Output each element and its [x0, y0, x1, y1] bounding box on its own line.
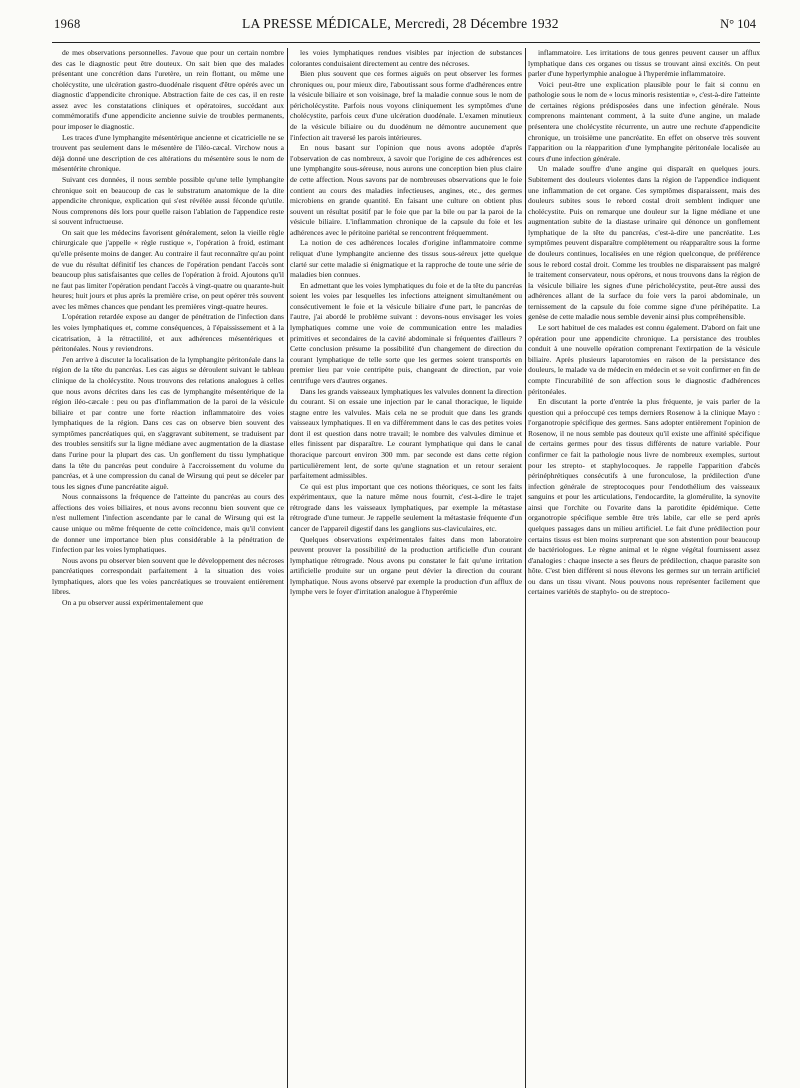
issue-date: Mercredi, 28 Décembre 1932: [394, 16, 559, 31]
issue-number: N° 104: [720, 17, 756, 31]
paragraph: Voici peut-être une explication plausible pour le fait si connu en pathologie sous le nom de « locus minoris resistentiæ », c'est-à-dire l'atteinte de certaines régions prédisposées dans une infection générale. Nous comprenons maintenant comment, à la suite d'une angine, un malade présentera une cholécystite récurrente, un autre une rechute d'appendicite chronique, un troisième une pancréatite. En effet on observe très souvent l'apparition ou la réapparition d'une lymphangite péritonéale localisée au cours d'une infection générale.: [528, 79, 760, 163]
column-right: [528, 48, 760, 1088]
title-separator: ,: [387, 16, 395, 31]
paragraph: On sait que les médecins favorisent généralement, selon la vieille règle chirurgicale que j'appelle « règle rustique », l'opération à froid, estimant qu'elle présente moins de danger. Au contraire il faut reconnaître qu'au point de vue du résultat définitif les chances de l'opération pendant l'accès sont beaucoup plus satisfaisantes que celles de l'opération à froid. Ajoutons qu'il ne faut pas limiter l'opération pendant l'accès à vingt-quatre ou quarante-huit heures; huit jours et plus après la première crise, on peut opérer très souvent avec les mêmes chances que pendant les premières vingt-quatre heures.: [52, 227, 284, 311]
paragraph: Nous connaissons la fréquence de l'atteinte du pancréas au cours des affections des voies biliaires, et nous avons reconnu bien souvent que ce n'est nullement l'infection ascendante par le canal de Wirsung qui est la cause unique ou même fréquente de cette coïncidence, mais qu'il convient de donner une importance bien plus considérable à la pénétration de l'infection par les voies lymphatiques.: [52, 492, 284, 555]
running-header: [52, 16, 760, 43]
paragraph: Le sort habituel de ces malades est connu également. D'abord on fait une opération pour une appendicite chronique. La persistance des troubles conduit à une nouvelle opération comprenant l'extirpation de la vésicule biliaire. Après plusieurs laparotomies en raison de la persistance des douleurs, le malade va de médecin en médecin et se voit confirmer en fin de compte l'incurabilité de son affection sous le diagnostic d'adhérences péritonéales.: [528, 323, 760, 396]
paragraph: L'opération retardée expose au danger de pénétration de l'infection dans les voies lymphatiques et, comme conséquences, à l'épaississement et à la cicatrisation, à la rétractilité, et aux adhérences mésentériques et péritonéales. Nous y reviendrons.: [52, 312, 284, 354]
paragraph: On a pu observer aussi expérimentalement que: [62, 598, 204, 608]
paragraph: J'en arrive à discuter la localisation de la lymphangite péritonéale dans la région de la tête du pancréas. Les cas aigus se déroulent suivant le tableau clinique de la cholécystite. Nous trouvons des relations analogues à celles que nous avons décrites dans les cas de lymphangite mésentérique de la région iléo-cæcale : peu ou pas d'inflammation de la paroi de la vésicule biliaire et par contre une forte réaction inflammatoire des voies lymphatiques de la région. Dans ces cas on observe bien souvent des symptômes pancréatiques qui, en s'aggravant subitement, se traduisent par des troubles sensitifs sur la ligne médiane avec augmentation de la diastase dans l'urine pour la plupart des cas. Un gonflement du tissu lymphatique dans la tête du pancréas peut conduire à l'accroissement du volume du pancréas, et à une compression du canal de Wirsung qui peut se déceler par tous les signes d'une pancréatite aiguë.: [52, 354, 284, 491]
paragraph: Ce qui est plus important que ces notions théoriques, ce sont les faits expérimentaux, que la nature même nous fournit, c'est-à-dire le trajet rétrograde dans les vaisseaux lymphatiques, par exemple la métastase rétrograde d'une tumeur. Je rappelle seulement la métastasie fréquente d'un cancer de l'appareil digestif dans les ganglions sus-claviculaires, etc.: [290, 481, 522, 534]
paragraph: En admettant que les voies lymphatiques du foie et de la tête du pancréas soient les voies par lesquelles les infections atteignent simultanément ou consécutivement le foie et la vésicule biliaire d'une part, le pancréas de l'autre, j'ai abordé le problème suivant : devons-nous envisager les voies lymphatiques comme une voie de communication entre les maladies primitives et secondaires de la cavité abdominale si fréquentes d'ailleurs ? Cette conclusion présume la possibilité d'un changement de direction du courant lymphatique de telle sorte que les germes soient transportés en premier lieu par voie centripète puis, changeant de direction, par voie centrifuge vers d'autres organes.: [290, 280, 522, 385]
column-middle: [290, 48, 522, 1088]
paragraph: La notion de ces adhérences locales d'origine inflammatoire comme reliquat d'une lymphangite ancienne des tissus sous-séreux jette quelque clarté sur cette maladie si énigmatique et la rapproche de toute une série de maladies bien connues.: [290, 238, 522, 280]
journal-name: LA PRESSE MÉDICALE: [242, 16, 388, 31]
paragraph: Un malade souffre d'une angine qui disparaît en quelques jours. Subitement des douleurs violentes dans la région de l'appendice indiquent une inflammation de cet organe. Ces symptômes disparaissent, mais des douleurs subites sous le rebord costal droit semblent indiquer une cholécystite. Puis on remarque une douleur sur la ligne médiane et une augmentation subite de la diastase urinaire qui dénonce un gonflement lymphatique de la tête du pancréas, c'est-à-dire une pancréatite. Les symptômes peuvent disparaître complètement ou réapparaître sous la forme de douleurs continues, localisées en une région quelconque, de préférence sous le rebord costal droit. Comme les troubles ne disparaissent pas malgré le traitement conservateur, nous opérons, et nous trouvons dans la région de la vésicule biliaire les signes d'une péricholécystite, peut-être aussi des adhérences allant de la surface du foie vers la paroi abdominale, un ternissement de la capsule du foie comme signe d'une périhépatite. La genèse de cette maladie nous semble devenir ainsi plus compréhensible.: [528, 164, 760, 322]
paragraph: En nous basant sur l'opinion que nous avons adoptée d'après l'observation de cas nombreux, à savoir que l'origine de ces adhérences est une lymphangite sous-séreuse, nous aurons une conception bien plus claire de cette affection. Nous savons par de nombreuses observations que le foie contient au cours des maladies infectieuses, angines, etc., des germes microbiens en grande quantité. En faisant une culture on obtient plus souvent un résultat positif par le foie que par la bile ou par la paroi de la vésicule biliaire. L'inflammation chronique de la capsule du foie et les adhérences avec le péritoine pariétal se rencontrent fréquemment.: [290, 143, 522, 237]
paragraph: Nous avons pu observer bien souvent que le développement des nécroses pancréatiques correspondait parfaitement à la situation des voies lymphatiques, alors que les voies pancréatiques se trouvaient entièrement libres.: [52, 555, 284, 597]
journal-title-line: [242, 16, 559, 32]
paragraph: les voies lymphatiques rendues visibles par injection de substances colorantes conduisaient directement au centre des nécroses.: [290, 48, 522, 68]
paragraph: de mes observations personnelles. J'avoue que pour un certain nombre des cas le diagnostic peut être douteux. On sait bien que des malades présentant une concrétion dans l'uretère, un rein flottant, ou même une cholécystite, une ulcération gastro-duodénale risquent d'être opérés avec un diagnostic d'appendicite chronique. Abstraction faite de ces cas, il en reste assez avec les constatations cliniques et opératoires, succédant aux commémoratifs d'une appendicite ancienne suivie de troubles permanents, pour imposer le diagnostic.: [52, 48, 284, 132]
column-divider: [287, 48, 288, 1088]
paragraph: Quelques observations expérimentales faites dans mon laboratoire peuvent prouver la possibilité de la production artificielle d'un courant lymphatique rétrograde. Nous avons pu constater le fait qu'une irritation artificielle produite sur un organe peut dévier la direction du courant lymphatique. Nous avons observé par exemple la production d'un afflux de lymphe vers le foyer d'irritation analogue à l'hyperémie: [290, 534, 522, 597]
column-divider: [525, 48, 526, 1088]
paragraph: Bien plus souvent que ces formes aiguës on peut observer les formes chroniques ou, pour mieux dire, l'aboutissant sous forme d'adhérences entre la vésicule biliaire et son voisinage, bref la maladie connue sous le nom de péricholécystite. Parfois nous voyons cliniquement les symptômes d'une cholécystite, parfois ceux d'une ulcération duodénale. L'examen minutieux de la vésicule biliaire ou du duodénum ne démontre aucunement que l'infection ait traversé les parois intérieures.: [290, 69, 522, 142]
text-columns: [52, 48, 760, 1088]
column-left: [52, 48, 284, 1088]
page-number: 1968: [54, 17, 81, 31]
paragraph: inflammatoire. Les irritations de tous genres peuvent causer un afflux lymphatique dans ces organes ou tissus se trouvant ainsi excités. On peut parler d'une hyperlymphie analogue à l'hyperémie inflammatoire.: [528, 48, 760, 79]
paragraph: En discutant la porte d'entrée la plus fréquente, je vais parler de la question qui a préoccupé ces temps derniers Rosenow à la clinique Mayo : l'organotropie spécifique des germes. Sans adopter entièrement l'opinion de Rosenow, il ne nous semble pas douteux qu'il existe une affinité spécifique de certains germes pour des tissus différents de nature variable. Pour confirmer ce fait la pathologie nous livre de nombreux exemples, surtout pour les strepto- et staphylocoques. Je rappelle l'apparition d'abcès périnéphrétiques consécutifs à une furonculose, la prédilection d'une infection générale de streptocoques pour l'endothélium des vaisseaux sanguins et pour les articulations, l'endocardite, la glomérulite, la synovite ainsi que l'orchite ou l'ovarite dans la parotidite épidémique. Cette organotropie spécifique semble être très labile, car elle se perd après quelques passages dans un milieu artificiel. Le fait d'une prédilection pour certains tissus est bien moins surprenant que son abstention pour beaucoup de bactériologues. Le règne animal et le règne végétal fournissent assez d'analogies : chaque insecte a ses fleurs de prédilection, chaque parasite son hôte. C'est bien différent si nous élevons les germes sur un terrain artificiel ou dans un tissu vivant. Nous pouvons nous représenter facilement que certaines variétés de staphylo- ou de streptoco-: [528, 397, 760, 597]
paragraph: Les traces d'une lymphangite mésentérique ancienne et cicatricielle ne se trouvent pas seulement dans le mésentère de l'iléo-cæcal. Virchow nous a déjà donné une description de ces altérations du mésentère sous le nom de mésentérite chronique.: [52, 132, 284, 174]
paragraph: Suivant ces données, il nous semble possible qu'une telle lymphangite chronique soit en beaucoup de cas le substratum anatomique de la dite appendicite chronique, explication qui s'est révélée aussi féconde qu'utile. Nous comprenons dès lors pour quelle raison l'ablation de l'appendice reste si souvent infructueuse.: [52, 174, 284, 227]
paragraph: Dans les grands vaisseaux lymphatiques les valvules donnent la direction du courant. Si on essaie une injection par le canal thoracique, le liquide stagne entre les valvules. Mais cela ne se produit que dans les grands vaisseaux lymphatiques. Il en va différemment dans le cas des petites voies dont il est question dans notre travail; le nombre des valvules diminue et elles finissent par disparaître. Le courant lymphatique qui dans le canal thoracique parcourt environ 300 mm. par seconde est dans cette région particulièrement lent, de sorte qu'une stagnation et un retour seraient parfaitement admissibles.: [290, 386, 522, 481]
